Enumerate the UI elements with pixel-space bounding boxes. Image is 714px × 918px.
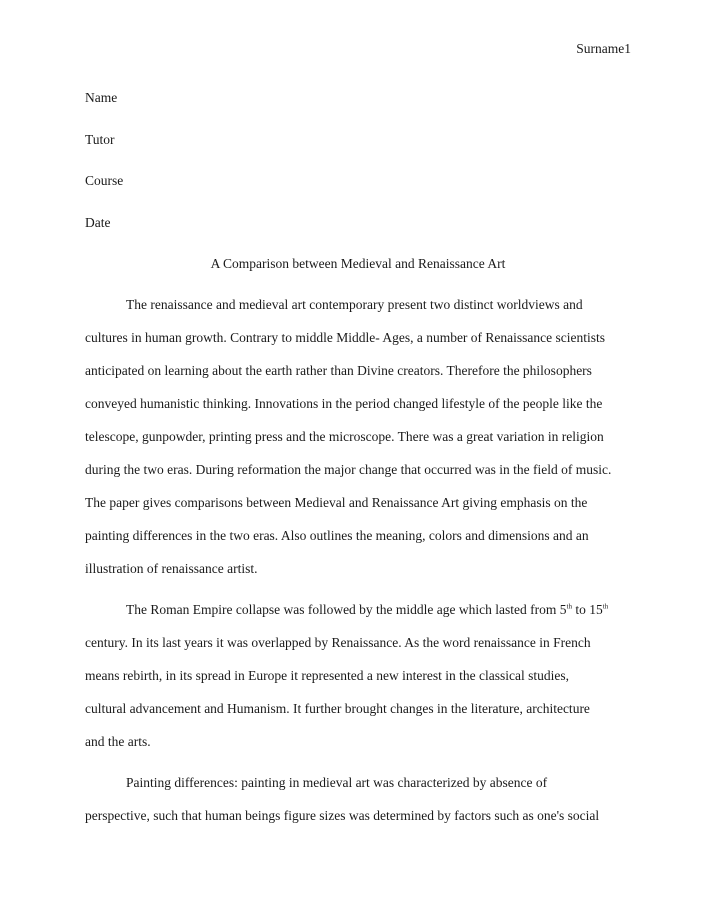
paragraph-line: during the two eras. During reformation the major change that occurred was in the field of music. [85,462,612,477]
heading-date: Date [85,214,111,230]
paragraph-line [85,593,634,626]
paragraph-line: The paper gives comparisons between Medieval and Renaissance Art giving emphasis on the [85,495,588,510]
paragraph-line: cultural advancement and Humanism. It further brought changes in the literature, architecture [85,701,590,716]
paragraph-line: anticipated on learning about the earth rather than Divine creators. Therefore the philosophers [85,363,592,378]
paragraph-2 [85,593,634,758]
paragraph-line: and the arts. [85,734,151,749]
heading-block [85,88,123,254]
paragraph-line: The renaissance and medieval art contemporary present two distinct worldviews and [126,297,583,312]
superscript: th [602,602,609,611]
paragraph-line: illustration of renaissance artist. [85,561,258,576]
heading-tutor: Tutor [85,131,115,147]
paragraph-line: cultures in human growth. Contrary to middle Middle- Ages, a number of Renaissance scientists [85,330,606,345]
paragraph-line: conveyed humanistic thinking. Innovations in the period changed lifestyle of the people like the [85,396,603,411]
paragraph-3 [85,766,634,832]
body-text [85,288,634,840]
superscript: th [566,602,572,611]
text-run: The Roman Empire collapse was followed by the middle age which lasted from 5 [126,602,567,617]
paragraph-line: century. In its last years it was overlapped by Renaissance. As the word renaissance in French [85,635,591,650]
paragraph-line: means rebirth, in its spread in Europe it represented a new interest in the classical studies, [85,668,569,683]
paragraph-line: perspective, such that human beings figure sizes was determined by factors such as one's social [85,808,600,823]
text-run: to 15 [571,602,603,617]
paragraph-1 [85,288,634,585]
paragraph-line: telescope, gunpowder, printing press and the microscope. There was a great variation in religion [85,429,604,444]
heading-name: Name [85,90,118,105]
paragraph-line: painting differences in the two eras. Also outlines the meaning, colors and dimensions and an [85,528,589,543]
paragraph-line: Painting differences: painting in medieval art was characterized by absence of [126,775,548,790]
running-head: Surname1 [576,41,631,56]
document-title: A Comparison between Medieval and Renaissance Art [210,256,506,271]
heading-course: Course [85,173,124,188]
